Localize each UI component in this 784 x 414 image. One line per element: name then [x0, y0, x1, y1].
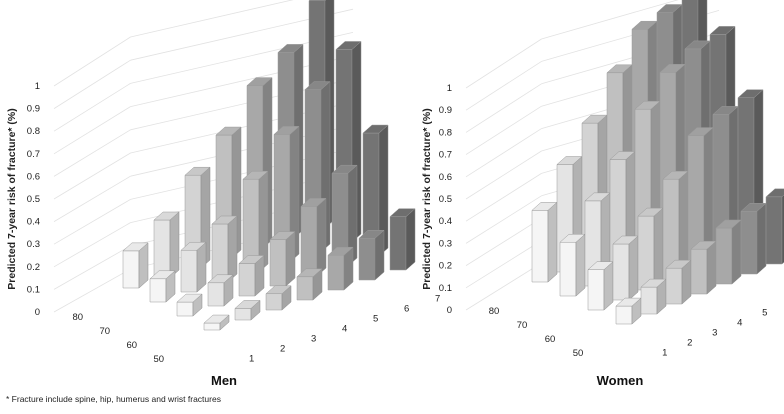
bar-front	[154, 220, 170, 278]
z-tick-label: 0.6	[438, 171, 452, 183]
gridline	[54, 246, 131, 290]
gridline	[466, 218, 542, 265]
age-tick-label: 70	[516, 320, 528, 331]
bar-front	[177, 302, 193, 316]
score-tick-label: 4	[737, 317, 743, 329]
bar	[239, 256, 264, 296]
panel-title: Women	[596, 373, 644, 388]
age-tick-label: 60	[544, 334, 556, 345]
bar-side	[757, 203, 766, 274]
bar	[328, 247, 353, 290]
score-tick-label: 7	[435, 293, 441, 305]
bar-front	[616, 306, 632, 324]
age-tick-label: 80	[488, 306, 500, 317]
z-tick-label: 0.5	[26, 194, 40, 205]
gridline	[466, 106, 542, 154]
z-tick-label: 0.8	[26, 126, 40, 138]
z-tick-label: 0.7	[26, 148, 40, 160]
bar	[560, 234, 585, 296]
bar	[741, 203, 766, 274]
bar	[181, 242, 206, 292]
bar	[150, 271, 175, 302]
z-tick-label: 0.1	[438, 282, 452, 294]
bar	[204, 315, 229, 330]
bar-front	[270, 240, 286, 286]
bar	[691, 241, 716, 294]
score-tick-label: 5	[762, 307, 768, 319]
bar-side	[654, 208, 663, 290]
footnote: * Fracture include spine, hip, humerus and wrist fractures	[6, 394, 221, 404]
y-axis-title: Predicted 7-year risk of fracture* (%)	[6, 108, 18, 290]
bar-front	[560, 242, 576, 296]
y-axis-title: Predicted 7-year risk of fracture* (%)	[421, 108, 433, 290]
bar-side	[170, 212, 179, 278]
bar-side	[707, 241, 716, 294]
score-tick-label: 6	[404, 303, 410, 315]
bar-front	[390, 217, 406, 270]
bar-side	[286, 232, 295, 286]
z-tick-label: 0.8	[438, 127, 452, 139]
bar-front	[204, 323, 220, 330]
z-tick-label: 0.3	[438, 238, 452, 250]
bar-side	[576, 234, 585, 296]
bar-front	[691, 249, 707, 294]
bar-side	[197, 242, 206, 292]
bar-side	[548, 202, 557, 282]
gridline	[54, 107, 131, 154]
gridline	[466, 39, 542, 88]
gridline	[54, 223, 131, 267]
gridline	[466, 173, 542, 221]
bar	[716, 220, 741, 284]
bar-front	[297, 277, 313, 300]
gridline	[54, 199, 131, 244]
bar-front	[235, 308, 251, 320]
gridline	[54, 176, 131, 221]
gridline	[54, 60, 131, 108]
bar	[301, 198, 326, 276]
bar-front	[266, 294, 282, 310]
bar-side	[604, 262, 613, 310]
z-tick-label: 0	[446, 305, 452, 316]
z-tick-label: 1	[34, 81, 40, 92]
chart-panel-men	[6, 0, 440, 388]
bar-side	[317, 198, 326, 276]
bar	[766, 189, 784, 264]
score-tick-label: 2	[280, 343, 286, 355]
bar-front	[716, 228, 732, 284]
bar-front	[150, 279, 166, 302]
bar	[532, 202, 557, 282]
z-tick-label: 0.2	[26, 261, 40, 273]
z-tick-label: 0	[34, 307, 40, 318]
bar-side	[406, 209, 415, 270]
bar-front	[208, 283, 224, 306]
bar-top	[766, 189, 784, 197]
z-tick-label: 1	[446, 83, 452, 94]
z-tick-label: 0.6	[26, 171, 40, 183]
panel-title: Men	[211, 373, 237, 388]
score-tick-label: 5	[373, 313, 379, 325]
bar-front	[301, 206, 317, 276]
bar-front	[359, 238, 375, 280]
score-tick-label: 3	[311, 333, 317, 345]
bar-front	[181, 250, 197, 292]
bar	[270, 232, 295, 286]
score-tick-label: 1	[662, 347, 668, 359]
bar-side	[228, 216, 237, 282]
bar-front	[328, 255, 344, 290]
bar-front	[588, 270, 604, 310]
gridline	[466, 129, 542, 177]
bar-front	[666, 268, 682, 304]
score-tick-label: 1	[249, 353, 255, 365]
bar	[613, 236, 638, 300]
age-tick-label: 60	[126, 340, 138, 351]
z-tick-label: 0.3	[26, 239, 40, 251]
bar-front	[239, 264, 255, 296]
gridline	[54, 269, 131, 312]
gridline	[54, 153, 131, 199]
gridline	[54, 130, 131, 177]
bar	[638, 208, 663, 290]
bar	[212, 216, 237, 282]
score-tick-label: 4	[342, 323, 348, 335]
bar	[177, 294, 202, 316]
bar-front	[613, 244, 629, 300]
age-tick-label: 50	[153, 354, 165, 365]
gridline	[54, 83, 131, 131]
bar-side	[375, 230, 384, 280]
score-tick-label: 3	[712, 327, 718, 339]
age-tick-label: 70	[99, 326, 111, 337]
bar-front	[741, 211, 757, 274]
bar	[588, 262, 613, 310]
bar	[616, 298, 641, 324]
age-tick-label: 80	[72, 312, 84, 323]
z-tick-label: 0.9	[438, 105, 452, 117]
bar-front	[532, 210, 548, 282]
gridline	[466, 84, 542, 133]
z-tick-label: 0.5	[438, 194, 452, 205]
z-tick-label: 0.4	[438, 216, 452, 228]
score-tick-label: 2	[687, 337, 693, 349]
gridline	[466, 196, 542, 244]
bar	[390, 209, 415, 270]
bar-front	[212, 224, 228, 282]
bar	[154, 212, 179, 278]
bar	[297, 269, 322, 300]
bar	[123, 243, 148, 288]
age-tick-label: 50	[572, 348, 584, 359]
bar	[666, 260, 691, 304]
bar	[266, 286, 291, 310]
z-tick-label: 0.1	[26, 284, 40, 296]
bar	[235, 300, 260, 320]
bar	[208, 275, 233, 306]
z-tick-label: 0.7	[438, 149, 452, 161]
gridline	[466, 241, 542, 288]
gridline	[466, 61, 542, 110]
gridline	[466, 151, 542, 199]
bar-front	[123, 251, 139, 288]
z-tick-label: 0.9	[26, 103, 40, 115]
bar-front	[766, 197, 782, 264]
z-tick-label: 0.4	[26, 216, 40, 228]
gridline	[466, 263, 542, 310]
bar	[359, 230, 384, 280]
z-tick-label: 0.2	[438, 260, 452, 272]
bar-front	[641, 287, 657, 314]
bar-side	[629, 236, 638, 300]
chart-panel-women	[421, 0, 784, 388]
bar	[641, 279, 666, 314]
bar-side	[732, 220, 741, 284]
gridline	[54, 37, 131, 86]
